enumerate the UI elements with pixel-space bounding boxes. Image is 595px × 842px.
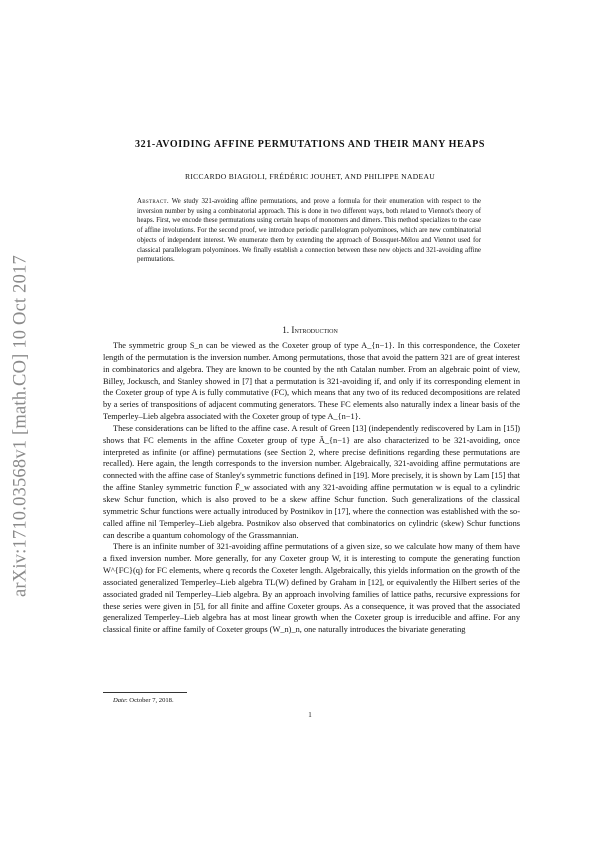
section-title-text: Introduction xyxy=(291,325,338,335)
arxiv-identifier-text: arXiv:1710.03568v1 [math.CO] 10 Oct 2017 xyxy=(10,255,31,597)
page-number: 1 xyxy=(308,711,312,719)
section-heading xyxy=(60,325,560,335)
abstract-block xyxy=(137,197,481,265)
body-text xyxy=(103,340,520,636)
date-footnote xyxy=(113,697,174,704)
arxiv-identifier-stamp xyxy=(6,246,36,606)
abstract-text: We study 321-avoiding affine permutations, and prove a formula for their enumeration with respect to the inversion number by using a combinatorial approach. This is done in two different ways, both related to Viennot's theory of heaps. First, we encode these permutations using certain heaps of monomers and dimers. This method specializes to the case of affine involutions. For the second proof, we introduce periodic parallelogram polyominoes, which are new combinatorial objects of independent interest. We enumerate them by extending the approach of Bousquet-Mélou and Viennot used for classical parallelogram polyominoes. We finally establish a connection between these new objects and 321-avoiding affine permutations. xyxy=(137,198,481,264)
footnote-rule xyxy=(103,692,187,693)
paragraph-1: The symmetric group S_n can be viewed as the Coxeter group of type A_{n−1}. In this correspondence, the Coxeter length of the permutation is the inversion number. Among permutations, those that avoid the pattern 321 are of great interest in combinatorics and algebra. They are known to be counted by the nth Catalan number. From an algebraic point of view, Billey, Jockusch, and Stanley showed in [7] that a permutation is 321-avoiding if, and only if its corresponding element in the Coxeter group of type A is fully commutative (FC), which means that any two of its reduced decompositions are related by a series of transpositions of adjacent commuting generators. These FC elements also naturally index a linear basis of the Temperley–Lieb algebra associated with the Coxeter group of type A_{n−1}. xyxy=(103,341,520,422)
paragraph-3: There is an infinite number of 321-avoiding affine permutations of a given size, so we calculate how many of them have a fixed inversion number. More generally, for any Coxeter group W, it is interesting to compute the generating function W^{FC}(q) for FC elements, where q records the Coxeter length. Algebraically, this yields information on the growth of the associated generalized Temperley–Lieb algebra TL(W) defined by Graham in [12], or equivalently the Hilbert series of the associated graded nil Temperley–Lieb algebra. By an approach involving families of lattice paths, recursive expressions for these series were given in [5], for all finite and affine Coxeter groups. As a consequence, it was proved that the associated generalized Temperley–Lieb algebra has at most linear growth when the Coxeter group is irreducible and affine. For any classical finite or affine family of Coxeter groups (W_n)_n, one naturally introduces the bivariate generating xyxy=(103,542,520,635)
paragraph-2: These considerations can be lifted to the affine case. A result of Green [13] (independently rediscovered by Lam in [15]) shows that FC elements in the affine Coxeter group of type Ã_{n−1} are also characterized to be 321-avoiding, once interpreted as infinite (or affine) permutations (see Section 2, where precise definitions regarding these permutations are recalled). Here again, the length corresponds to the inversion number. Algebraically, 321-avoiding affine permutations are connected with the affine case of Stanley's symmetric functions defined in [19]. More precisely, it is shown by Lam [15] that the affine Stanley symmetric function F̃_w associated with any 321-avoiding affine permutation w is equal to a cylindric skew Schur function, which is also proved to be a skew affine Schur function. Such generalizations of the classical symmetric Schur functions were actually introduced by Postnikov in [17], where the connection was established with the so-called affine nil Temperley–Lieb algebra. Postnikov also observed that combinatorics on cylindric (skew) Schur functions can describe a quantum cohomology of the Grassmannian. xyxy=(103,423,520,540)
footnote-label: Date xyxy=(113,697,126,704)
paper-title: 321-AVOIDING AFFINE PERMUTATIONS AND THEIR MANY HEAPS xyxy=(135,139,485,150)
abstract-heading: Abstract. xyxy=(137,198,169,205)
section-number: 1. xyxy=(282,325,290,335)
footnote-text: : October 7, 2018. xyxy=(125,697,174,704)
paper-authors: RICCARDO BIAGIOLI, FRÉDÉRIC JOUHET, AND PHILIPPE NADEAU xyxy=(184,172,436,181)
